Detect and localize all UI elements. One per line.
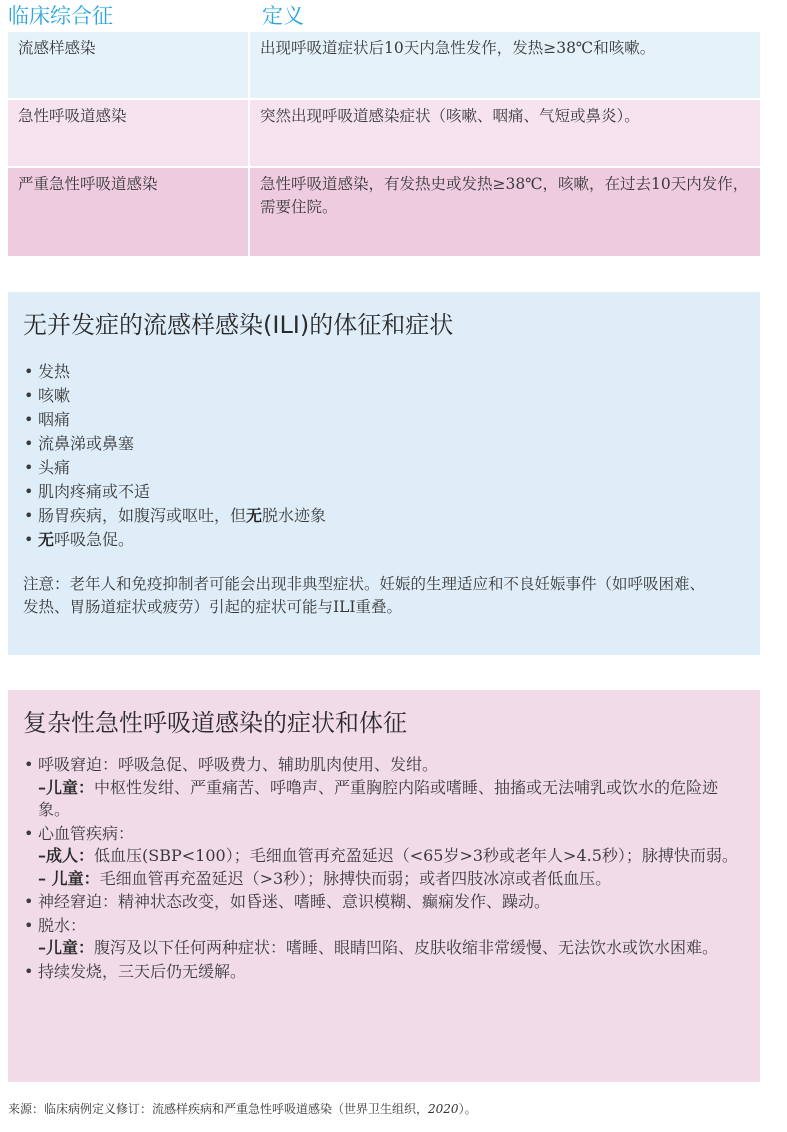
list-item-text: 脱水：	[38, 915, 87, 935]
sari-symptom-list	[22, 754, 742, 984]
sub-item-label: –儿童：	[38, 938, 95, 957]
bullet-icon: •	[24, 458, 34, 477]
bullet-icon: •	[24, 961, 34, 981]
bullet-icon: •	[24, 915, 34, 935]
source-end: ）。	[458, 1102, 477, 1116]
ili-symptoms-box	[8, 292, 760, 655]
sub-item-text: 毛细血管再充盈延迟（>3秒）；脉搏快而弱；或者四肢冰凉或者低血压。	[99, 868, 612, 888]
bullet-icon: •	[24, 410, 34, 429]
sari-box-title: 复杂性急性呼吸道感染的症状和体征	[23, 709, 407, 737]
sari-symptoms-box	[8, 690, 760, 1082]
list-item-text: 呼吸窘迫：呼吸急促、呼吸费力、辅助肌肉使用、发绀。	[38, 755, 439, 774]
table-row	[8, 100, 760, 168]
syndrome-cell: 急性呼吸道感染	[8, 100, 250, 166]
list-item	[22, 528, 742, 552]
ili-note: 注意：老年人和免疫抑制者可能会出现非典型症状。妊娠的生理适应和不良妊娠事件（如呼吸困难、发热、胃肠道症状或疲劳）引起的症状可能与ILI重叠。	[23, 575, 706, 616]
list-item-text: 肌肉疼痛或不适	[38, 482, 151, 501]
bullet-icon: •	[24, 482, 34, 501]
list-item-text: 咳嗽	[38, 386, 71, 405]
sub-item-text: 腹泻及以下任何两种症状：嗜睡、眼睛凹陷、皮肤收缩非常缓慢、无法饮水或饮水困难。	[94, 938, 719, 957]
sub-item	[38, 845, 742, 868]
table-row	[8, 168, 760, 256]
list-item-text: 咽痛	[38, 410, 71, 429]
sub-item-label: – 儿童：	[38, 868, 100, 888]
bullet-icon: •	[24, 755, 34, 774]
sub-item	[38, 868, 742, 891]
ili-box-title: 无并发症的流感样感染(ILI)的体征和症状	[23, 311, 454, 339]
bullet-icon: •	[24, 530, 34, 549]
sub-item	[38, 937, 742, 960]
bullet-icon: •	[24, 892, 34, 911]
definition-cell: 突然出现呼吸道感染症状（咳嗽、咽痛、气短或鼻炎）。	[260, 107, 640, 125]
column-header-syndrome: 临床综合征	[8, 4, 113, 28]
syndrome-cell: 流感样感染	[8, 32, 250, 98]
list-item	[22, 456, 742, 480]
sub-item-label: –儿童：	[38, 777, 95, 797]
source-year: 2020	[428, 1102, 459, 1116]
list-item	[22, 915, 742, 960]
syndrome-cell: 严重急性呼吸道感染	[8, 168, 250, 256]
bullet-icon: •	[24, 434, 34, 453]
emphasis-text: 无	[38, 530, 55, 549]
list-item	[22, 961, 742, 984]
syndrome-definition-table	[8, 32, 760, 256]
list-item-text: 心血管疾病：	[38, 823, 135, 843]
sub-item-label: –成人：	[38, 846, 95, 865]
list-item-text: 流鼻涕或鼻塞	[38, 434, 135, 453]
definition-cell: 急性呼吸道感染，有发热史或发热≥38℃，咳嗽，在过去10天内发作，需要住院。	[260, 175, 749, 216]
list-item-text: 神经窘迫：精神状态改变，如昏迷、嗜睡、意识模糊、癫痫发作、躁动。	[38, 892, 551, 911]
bullet-icon: •	[24, 823, 34, 843]
list-item	[22, 432, 742, 456]
sub-item-text: 中枢性发绀、严重痛苦、呼噜声、严重胸腔内陷或嗜睡、抽搐或无法哺乳或饮水的危险迹象。	[38, 777, 719, 819]
list-item-text: 肠胃疾病，如腹泻或呕吐，但	[38, 506, 247, 525]
bullet-icon: •	[24, 386, 34, 405]
emphasis-text: 无	[246, 506, 263, 525]
list-item	[22, 480, 742, 504]
list-item	[22, 823, 742, 891]
list-item-text: 头痛	[38, 458, 71, 477]
bullet-icon: •	[24, 506, 34, 525]
table-row	[8, 32, 760, 100]
column-header-definition: 定义	[262, 4, 304, 28]
sub-item-text: 低血压(SBP<100）；毛细血管再充盈延迟（<65岁>3秒或老年人>4.5秒）；脉搏快而弱。	[94, 846, 738, 865]
list-item	[22, 891, 742, 914]
list-item	[22, 408, 742, 432]
list-item	[22, 504, 742, 528]
list-item	[22, 384, 742, 408]
ili-symptom-list	[22, 360, 742, 552]
list-item-text: 发热	[38, 362, 71, 381]
bullet-icon: •	[24, 362, 34, 381]
definition-cell: 出现呼吸道症状后10天内急性发作，发热≥38℃和咳嗽。	[260, 39, 656, 57]
sub-item	[38, 777, 742, 822]
list-item-text: 脱水迹象	[262, 506, 327, 525]
list-item	[22, 360, 742, 384]
list-item	[22, 754, 742, 822]
list-item-text: 呼吸急促。	[54, 530, 135, 549]
list-item-text: 持续发烧，三天后仍无缓解。	[38, 961, 247, 981]
source-text: 来源：临床病例定义修订：流感样疾病和严重急性呼吸道感染（世界卫生组织，	[8, 1102, 429, 1116]
source-citation	[8, 1100, 477, 1117]
